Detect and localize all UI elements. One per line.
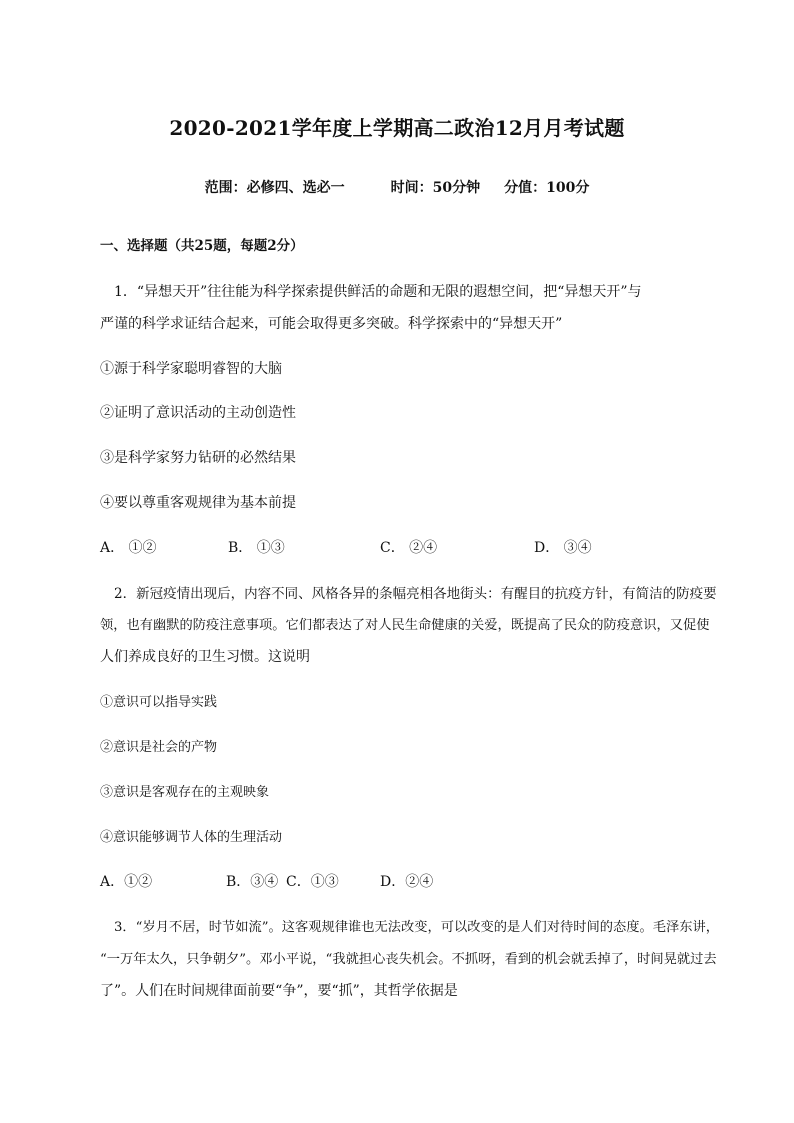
q2-option-c: C．①③ <box>286 874 339 890</box>
q2-item-1: ①意识可以指导实践 <box>100 695 218 710</box>
q3-stem-line-1: 3．“岁月不居，时节如流”。这客观规律谁也无法改变，可以改变的是人们对待时间的态度。毛泽东讲， <box>114 920 719 935</box>
section-heading: 一、选择题（共25题，每题2分） <box>100 238 304 254</box>
q1-option-b: B． ①③ <box>228 540 285 556</box>
q1-item-4: ④要以尊重客观规律为基本前提 <box>100 495 296 511</box>
q2-stem-line-3: 人们养成良好的卫生习惯。这说明 <box>100 649 310 665</box>
q1-stem-line-2: 严谨的科学求证结合起来，可能会取得更多突破。科学探索中的“异想天开” <box>100 316 563 332</box>
q2-item-3: ③意识是客观存在的主观映象 <box>100 785 270 800</box>
q2-stem-line-2: 领，也有幽默的防疫注意事项。它们都表达了对人民生命健康的关爱，既提高了民众的防疫意识，又促使 <box>100 618 710 633</box>
q3-stem-line-3: 了”。人们在时间规律面前要“争”，要“抓”，其哲学依据是 <box>100 983 458 999</box>
q2-item-2: ②意识是社会的产物 <box>100 740 218 755</box>
q1-item-2: ②证明了意识活动的主动创造性 <box>100 405 296 421</box>
q2-option-d: D．②④ <box>380 874 434 890</box>
exam-title: 2020-2021学年度上学期高二政治12月月考试题 <box>169 116 625 140</box>
q1-stem-line-1: 1．“异想天开”往往能为科学探索提供鲜活的命题和无限的遐想空间，把“异想天开”与 <box>114 284 642 300</box>
q1-option-c: C． ②④ <box>380 540 438 556</box>
exam-time: 时间：50分钟 <box>390 180 481 196</box>
q2-stem-line-1: 2．新冠疫情出现后，内容不同、风格各异的条幅亮相各地街头：有醒目的抗疫方针，有简洁的防疫要 <box>114 586 717 602</box>
exam-info <box>0 177 794 197</box>
q1-option-d: D． ③④ <box>534 540 592 556</box>
q2-option-a: A．①② <box>100 874 153 890</box>
exam-scope: 范围：必修四、选必一 <box>204 180 345 196</box>
q3-stem-line-2: “一万年太久，只争朝夕”。邓小平说，“我就担心丧失机会。不抓呀，看到的机会就丢掉了，时间晃就过去 <box>100 952 717 967</box>
q1-item-3: ③是科学家努力钻研的必然结果 <box>100 450 296 466</box>
q2-item-4: ④意识能够调节人体的生理活动 <box>100 830 283 845</box>
q2-option-b: B．③④ <box>226 874 279 890</box>
q1-item-1: ①源于科学家聪明睿智的大脑 <box>100 361 282 377</box>
q1-option-a: A． ①② <box>100 540 157 556</box>
exam-score: 分值：100分 <box>504 180 590 196</box>
